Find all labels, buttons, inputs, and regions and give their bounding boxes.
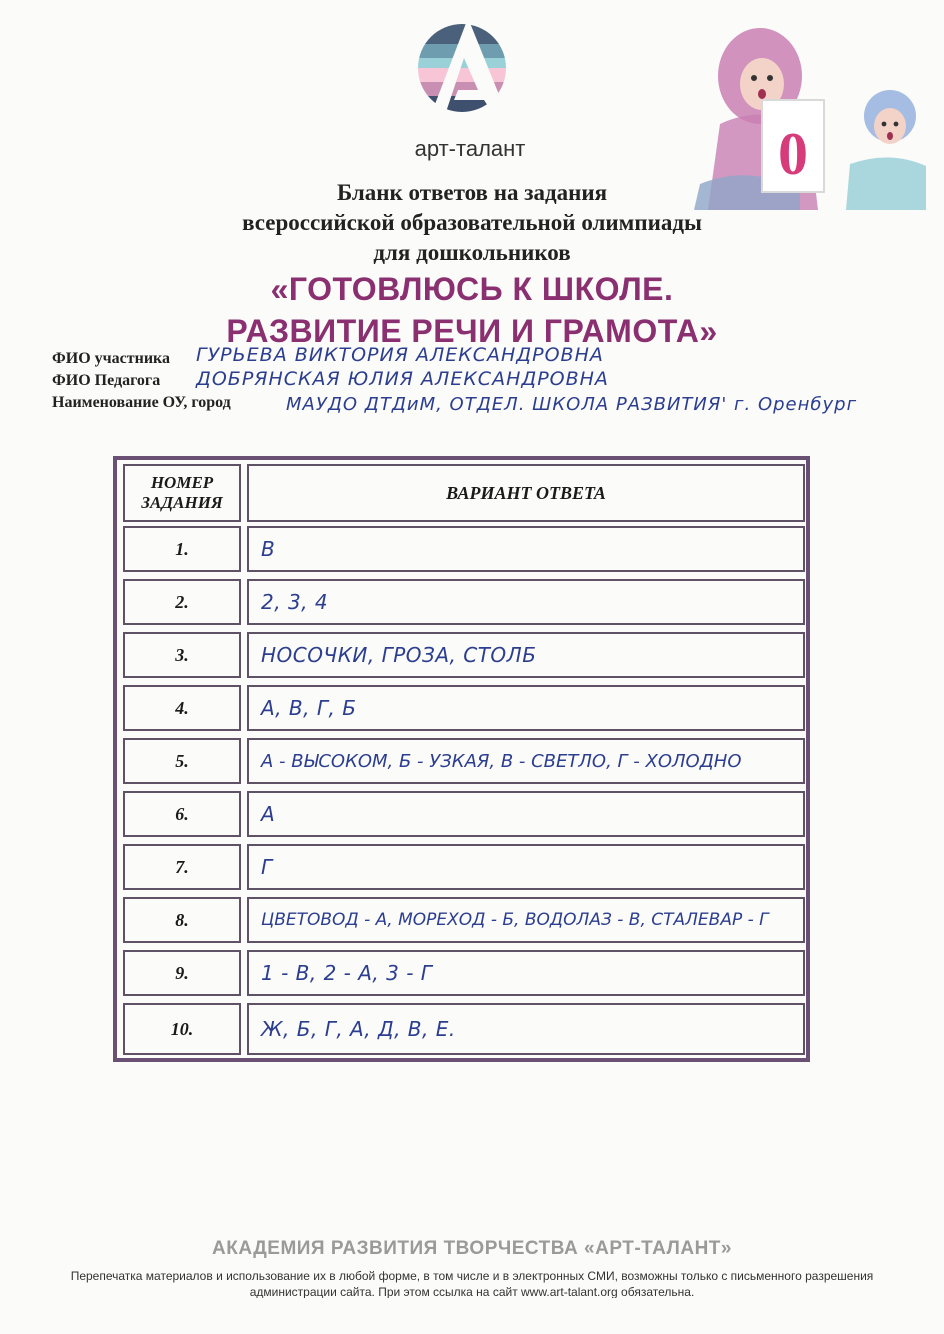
zero-card-label: 0 [778,121,808,187]
teacher-value: ДОБРЯНСКАЯ ЮЛИЯ АЛЕКСАНДРОВНА [196,368,609,390]
task-answer: Ж, Б, Г, А, Д, В, Е. [247,1003,805,1055]
header-answer: ВАРИАНТ ОТВЕТА [247,464,805,522]
task-number: 6. [123,791,241,837]
teacher-label: ФИО Педагога [52,372,161,389]
olympiad-title-line: «ГОТОВЛЮСЬ К ШКОЛЕ. [270,271,674,307]
olympiad-title-line: РАЗВИТИЕ РЕЧИ И ГРАМОТА» [226,313,718,349]
answer-table [113,456,810,1062]
participant-label: ФИО участника [52,350,171,367]
art-talant-logo-icon [412,12,512,124]
header-task-number: НОМЕР ЗАДАНИЯ [123,464,241,522]
school-label: Наименование ОУ, город [52,394,231,411]
footer-title: АКАДЕМИЯ РАЗВИТИЯ ТВОРЧЕСТВА «АРТ-ТАЛАНТ» [212,1238,732,1259]
brand-name: арт-талант [414,136,526,161]
task-answer: А [247,791,805,837]
heading-line: Бланк ответов на задания [336,180,608,205]
participant-value: ГУРЬЕВА ВИКТОРИЯ АЛЕКСАНДРОВНА [196,344,604,366]
task-answer: НОСОЧКИ, ГРОЗА, СТОЛБ [247,632,805,678]
heading-line: всероссийской образовательной олимпиады [242,210,702,235]
task-answer: Г [247,844,805,890]
task-number: 5. [123,738,241,784]
task-answer: ЦВЕТОВОД - А, МОРЕХОД - Б, ВОДОЛАЗ - В, СТАЛЕВАР - Г [247,897,805,943]
task-number: 8. [123,897,241,943]
task-number: 10. [123,1003,241,1055]
task-answer: 2, 3, 4 [247,579,805,625]
task-answer: А, В, Г, Б [247,685,805,731]
task-number: 7. [123,844,241,890]
heading-line: для дошкольников [373,240,571,265]
task-number: 3. [123,632,241,678]
task-answer: В [247,526,805,572]
school-value: МАУДО ДТДиМ, ОТДЕЛ. ШКОЛА РАЗВИТИЯ' г. Оренбург [286,394,858,415]
task-number: 9. [123,950,241,996]
olympiad-title [100,268,844,352]
task-number: 4. [123,685,241,731]
task-number: 2. [123,579,241,625]
task-number: 1. [123,526,241,572]
footer-text: Перепечатка материалов и использование их в любой форме, в том числе и в электронных СМИ, возможны только с письменного разрешения администрации сайта. При этом ссылка на сайт www.art-talant.org обязательна. [70,1269,874,1298]
task-answer: А - ВЫСОКОМ, Б - УЗКАЯ, В - СВЕТЛО, Г - ХОЛОДНО [247,738,805,784]
task-answer: 1 - В, 2 - А, 3 - Г [247,950,805,996]
document-heading [100,178,844,268]
